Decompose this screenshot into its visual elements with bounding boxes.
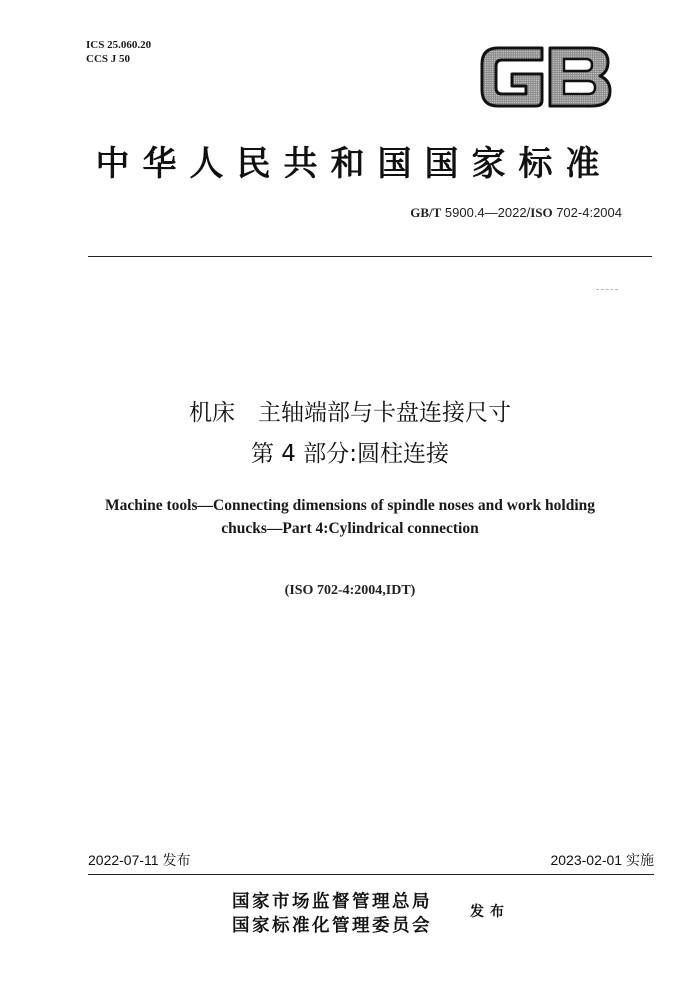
faint-mark bbox=[596, 289, 618, 290]
english-title bbox=[60, 494, 640, 540]
standard-number bbox=[410, 205, 622, 221]
iso-prefix: ISO bbox=[530, 205, 553, 220]
issuing-authorities bbox=[232, 890, 432, 938]
national-standard-title: 中华人民共和国国家标准 bbox=[95, 144, 613, 184]
classification-codes bbox=[86, 38, 151, 66]
english-title-line1: Machine tools—Connecting dimensions of spindle noses and work holding bbox=[104, 497, 596, 514]
issuer-samr: 国家市场监督管理总局 bbox=[232, 892, 432, 912]
chinese-title-line2: 第 4 部分:圆柱连接 bbox=[250, 441, 449, 467]
iso-reference: (ISO 702-4:2004,IDT) bbox=[284, 583, 416, 598]
implementation-date: 2023-02-01 实施 bbox=[550, 852, 654, 868]
ccs-code: CCS J 50 bbox=[86, 53, 131, 65]
gb-logo bbox=[478, 44, 614, 110]
standard-code: 5900.4—2022/ bbox=[441, 205, 531, 220]
chinese-title-line1: 机床 主轴端部与卡盘连接尺寸 bbox=[189, 400, 511, 426]
gb-logo-graphic bbox=[478, 44, 614, 110]
english-title-line2: chucks—Part 4:Cylindrical connection bbox=[221, 520, 479, 537]
footer-divider bbox=[88, 874, 654, 875]
iso-code: 702-4:2004 bbox=[552, 205, 622, 220]
issue-date: 2022-07-11 发布 bbox=[88, 852, 191, 868]
issue-action: 发布 bbox=[470, 904, 510, 920]
ics-code: ICS 25.060.20 bbox=[86, 39, 152, 51]
header-divider bbox=[88, 256, 652, 257]
standard-prefix: GB/T bbox=[410, 205, 442, 220]
issuer-sac: 国家标准化管理委员会 bbox=[232, 916, 432, 936]
